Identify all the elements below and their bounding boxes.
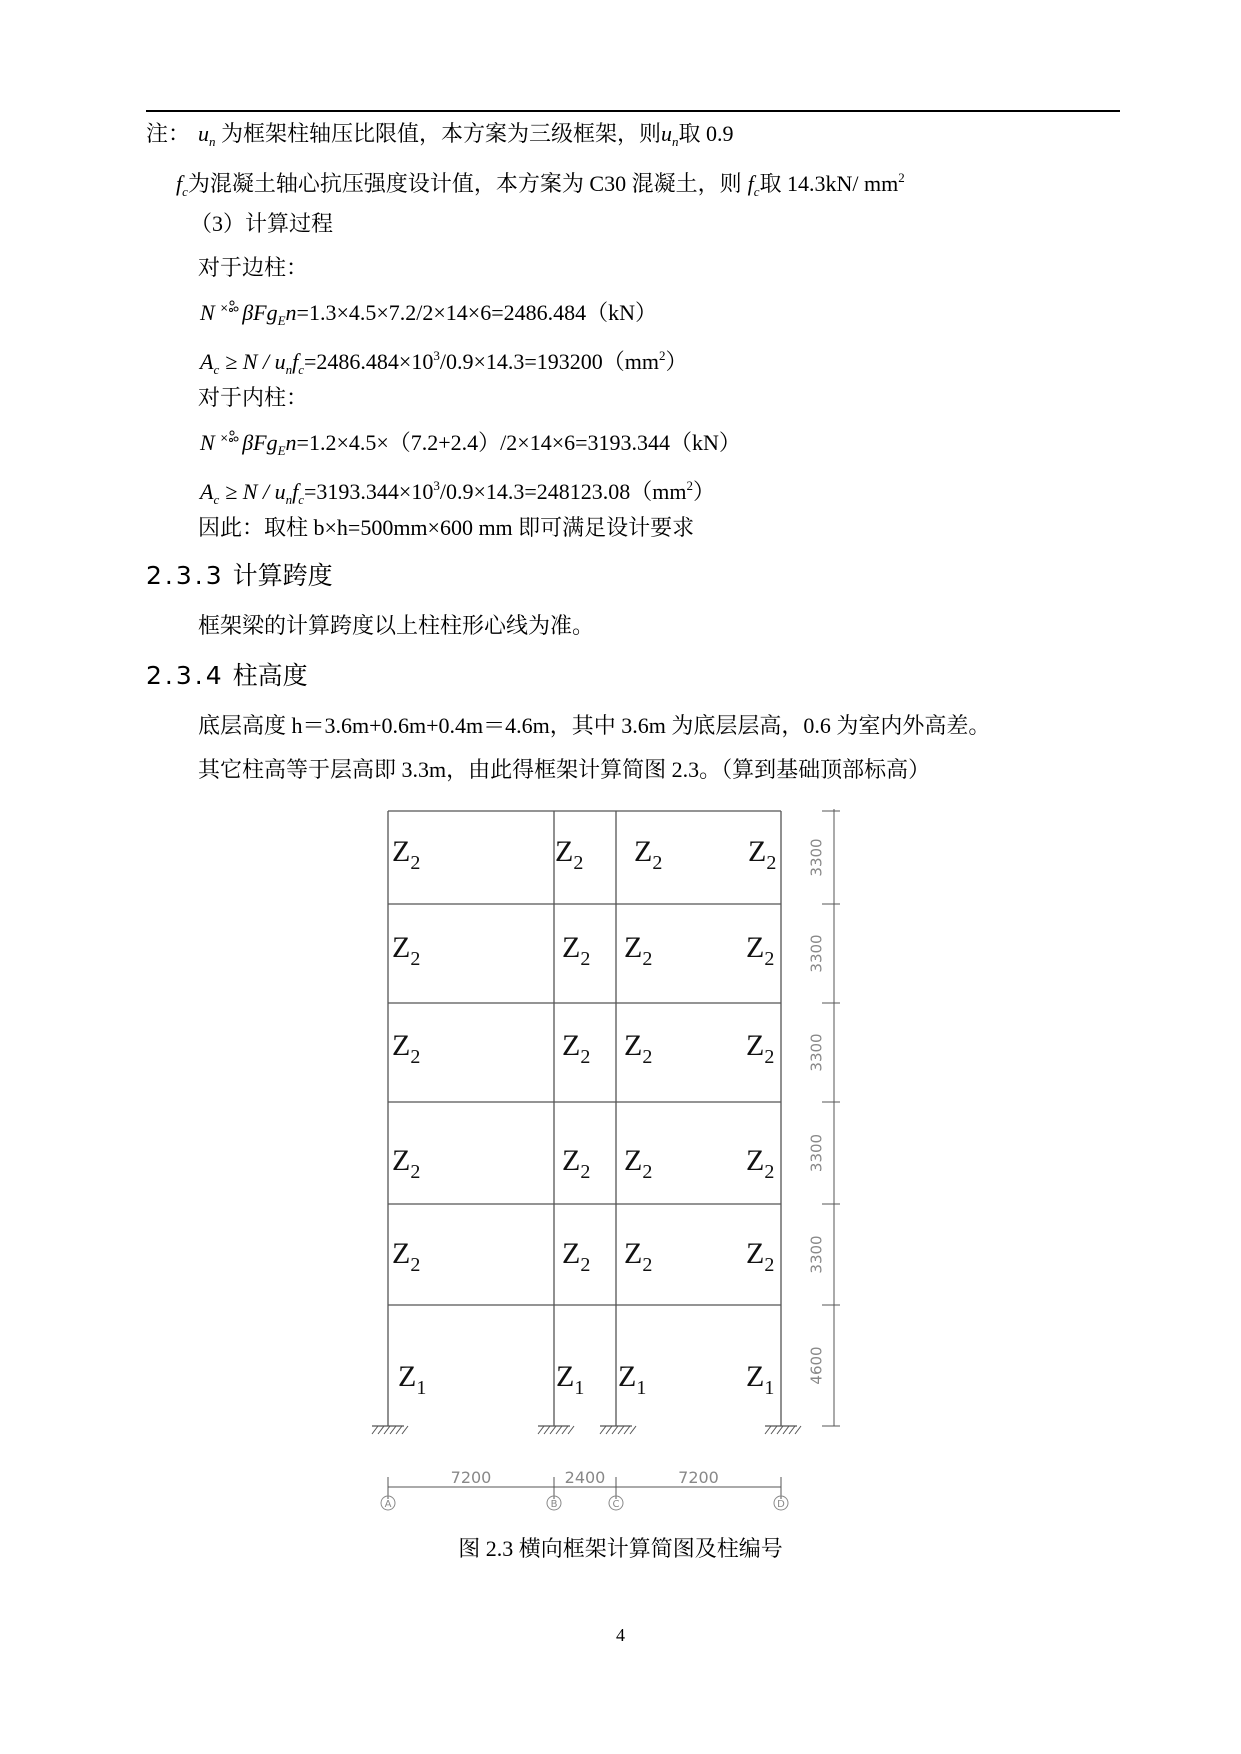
support-hatch bbox=[789, 1426, 795, 1434]
column-label-letter: Z bbox=[398, 1360, 417, 1393]
axis-label: C bbox=[612, 1499, 620, 1510]
inner-column-label: 对于内柱： bbox=[198, 385, 309, 410]
sup-2: 2 bbox=[686, 478, 693, 493]
column-label-sub: 2 bbox=[410, 1161, 421, 1183]
formula-value: =1.2×4.5×（7.2+2.4）/2×14×6=3193.344（kN） bbox=[296, 430, 741, 455]
section-number: 2.3.4 bbox=[146, 661, 225, 690]
column-label-upper bbox=[392, 835, 420, 874]
sup-2: 2 bbox=[659, 348, 666, 363]
column-label-sub: 2 bbox=[764, 1254, 775, 1276]
column-label-upper bbox=[746, 1029, 774, 1068]
sub-n: n bbox=[209, 134, 216, 149]
sup-2: 2 bbox=[898, 170, 905, 185]
section-title: 计算跨度 bbox=[232, 561, 333, 590]
column-label-sub: 2 bbox=[410, 1254, 421, 1276]
var-betaFg: βFg bbox=[242, 430, 278, 455]
support-hatch bbox=[618, 1426, 624, 1434]
column-label-letter: Z bbox=[634, 835, 653, 868]
support-hatch bbox=[538, 1426, 544, 1434]
formula-value: /0.9×14.3=193200（mm bbox=[439, 349, 659, 374]
column-label-sub: 2 bbox=[642, 1046, 653, 1068]
story-height-label: 3300 bbox=[807, 838, 826, 877]
note-prefix: 注： bbox=[146, 121, 191, 146]
sub-E: E bbox=[277, 313, 286, 328]
formula-mid: ≥ N / u bbox=[225, 479, 286, 504]
column-label-letter: Z bbox=[392, 835, 411, 868]
column-label-letter: Z bbox=[562, 931, 581, 964]
support-hatch bbox=[624, 1426, 630, 1434]
calc-heading: （3）计算过程 bbox=[190, 211, 334, 236]
column-label-sub: 1 bbox=[636, 1377, 647, 1399]
column-label-upper bbox=[634, 835, 662, 874]
story-height-label: 3300 bbox=[807, 1235, 826, 1274]
column-label-sub: 1 bbox=[416, 1377, 427, 1399]
column-label-letter: Z bbox=[746, 1360, 765, 1393]
support-hatch bbox=[544, 1426, 550, 1434]
column-label-letter: Z bbox=[555, 835, 574, 868]
column-label-letter: Z bbox=[624, 1029, 643, 1062]
story-height-label: 3300 bbox=[807, 934, 826, 973]
story-height-label: 3300 bbox=[807, 1133, 826, 1173]
column-label-upper bbox=[392, 931, 420, 970]
column-label-sub: 2 bbox=[642, 1161, 653, 1183]
var-A: A bbox=[200, 479, 214, 504]
column-label-upper bbox=[392, 1144, 420, 1183]
support-hatch bbox=[765, 1426, 771, 1434]
column-label-sub: 2 bbox=[580, 1254, 591, 1276]
axis-label: D bbox=[777, 1499, 785, 1510]
column-label-letter: Z bbox=[624, 931, 643, 964]
column-label-upper bbox=[624, 931, 652, 970]
column-label-letter: Z bbox=[556, 1360, 575, 1393]
column-label-letter: Z bbox=[562, 1144, 581, 1177]
formula-value: =2486.484×10 bbox=[304, 349, 434, 374]
formula-value: =1.3×4.5×7.2/2×14×6=2486.484（kN） bbox=[296, 300, 657, 325]
column-label-ground bbox=[746, 1360, 774, 1399]
sub-c: c bbox=[182, 184, 188, 199]
span-length-label: 7200 bbox=[678, 1468, 719, 1487]
column-label-letter: Z bbox=[562, 1237, 581, 1270]
support-hatch bbox=[402, 1426, 408, 1434]
svg-text:×: × bbox=[220, 303, 229, 314]
support-hatch bbox=[630, 1426, 636, 1434]
column-label-upper bbox=[624, 1029, 652, 1068]
support-hatch bbox=[562, 1426, 568, 1434]
support-hatch bbox=[783, 1426, 789, 1434]
column-label-sub: 2 bbox=[580, 1161, 591, 1183]
sub-n: n bbox=[672, 134, 679, 149]
svg-text:×: × bbox=[220, 433, 229, 444]
column-label-sub: 2 bbox=[410, 852, 421, 874]
support-hatch bbox=[384, 1426, 390, 1434]
column-label-sub: 1 bbox=[764, 1377, 775, 1399]
column-label-upper bbox=[746, 1237, 774, 1276]
column-label-letter: Z bbox=[748, 835, 767, 868]
note-text: 为混凝土轴心抗压强度设计值，本方案为 C30 混凝土，则 bbox=[187, 171, 742, 196]
column-label-upper bbox=[392, 1029, 420, 1068]
section-2-3-4-text-1: 底层高度 h＝3.6m+0.6m+0.4m＝4.6m，其中 3.6m 为底层层高，0.6 为室内外高差。 bbox=[198, 713, 991, 738]
column-label-upper bbox=[562, 1029, 590, 1068]
formula-value: =3193.344×10 bbox=[304, 479, 434, 504]
column-label-upper bbox=[746, 931, 774, 970]
axis-label: A bbox=[384, 1499, 392, 1510]
column-label-sub: 2 bbox=[580, 948, 591, 970]
column-label-sub: 2 bbox=[764, 948, 775, 970]
span-length-label: 2400 bbox=[564, 1468, 606, 1487]
section-number: 2.3.3 bbox=[146, 561, 225, 590]
note-text: 取 14.3kN/ mm bbox=[759, 171, 899, 196]
support-hatch bbox=[372, 1426, 378, 1434]
sub-c: c bbox=[298, 362, 305, 377]
span-length-label: 7200 bbox=[450, 1468, 492, 1487]
note-text: 为框架柱轴压比限值，本方案为三级框架，则 bbox=[215, 121, 662, 146]
sup-3: 3 bbox=[433, 348, 440, 363]
var-u: u bbox=[661, 121, 673, 146]
support-hatch bbox=[568, 1426, 574, 1434]
section-title: 柱高度 bbox=[232, 661, 308, 690]
story-height-label: 3300 bbox=[807, 1033, 826, 1072]
formula-value: /0.9×14.3=248123.08（mm bbox=[439, 479, 687, 504]
support-hatch bbox=[612, 1426, 618, 1434]
support-hatch bbox=[795, 1426, 801, 1434]
column-label-letter: Z bbox=[746, 1237, 765, 1270]
support-hatch bbox=[378, 1426, 384, 1434]
column-label-letter: Z bbox=[392, 1029, 411, 1062]
var-f: f bbox=[292, 479, 299, 504]
column-label-sub: 2 bbox=[652, 852, 663, 874]
sub-c: c bbox=[298, 492, 305, 507]
sub-c: c bbox=[213, 492, 220, 507]
edge-column-label: 对于边柱： bbox=[198, 255, 309, 280]
formula-value: ） bbox=[693, 479, 716, 504]
var-N: N bbox=[200, 430, 215, 455]
column-label-upper bbox=[748, 835, 776, 874]
var-n: n bbox=[285, 430, 297, 455]
column-label-sub: 1 bbox=[574, 1377, 585, 1399]
support-hatch bbox=[600, 1426, 606, 1434]
column-label-sub: 2 bbox=[764, 1161, 775, 1183]
sub-c: c bbox=[213, 362, 220, 377]
column-label-sub: 2 bbox=[766, 852, 777, 874]
column-label-sub: 2 bbox=[642, 948, 653, 970]
column-label-upper bbox=[624, 1237, 652, 1276]
column-label-upper bbox=[555, 835, 583, 874]
note-text: 取 0.9 bbox=[678, 121, 734, 146]
column-label-letter: Z bbox=[624, 1237, 643, 1270]
page-number: 4 bbox=[616, 1625, 625, 1645]
formula-value: ） bbox=[665, 349, 688, 374]
axis-label: B bbox=[550, 1499, 558, 1510]
column-label-sub: 2 bbox=[580, 1046, 591, 1068]
support-hatch bbox=[606, 1426, 612, 1434]
column-label-upper bbox=[746, 1144, 774, 1183]
column-label-letter: Z bbox=[392, 1144, 411, 1177]
support-hatch bbox=[550, 1426, 556, 1434]
support-hatch bbox=[556, 1426, 562, 1434]
column-label-letter: Z bbox=[746, 1029, 765, 1062]
conclusion: 因此：取柱 b×h=500mm×600 mm 即可满足设计要求 bbox=[198, 515, 695, 540]
column-label-sub: 2 bbox=[410, 1046, 421, 1068]
var-u: u bbox=[198, 121, 210, 146]
var-f: f bbox=[176, 171, 183, 196]
column-label-upper bbox=[562, 1144, 590, 1183]
sub-n: n bbox=[285, 362, 293, 377]
column-label-letter: Z bbox=[618, 1360, 637, 1393]
column-label-letter: Z bbox=[746, 931, 765, 964]
support-hatch bbox=[777, 1426, 783, 1434]
column-label-upper bbox=[624, 1144, 652, 1183]
column-label-ground bbox=[556, 1360, 584, 1399]
var-f: f bbox=[292, 349, 299, 374]
column-label-sub: 2 bbox=[573, 852, 584, 874]
column-label-sub: 2 bbox=[642, 1254, 653, 1276]
var-n: n bbox=[285, 300, 297, 325]
column-label-upper bbox=[392, 1237, 420, 1276]
figure-caption: 图 2.3 横向框架计算简图及柱编号 bbox=[458, 1536, 783, 1561]
column-label-letter: Z bbox=[562, 1029, 581, 1062]
formula-mid: ≥ N / u bbox=[225, 349, 286, 374]
var-N: N bbox=[200, 300, 215, 325]
var-A: A bbox=[200, 349, 214, 374]
support-hatch bbox=[771, 1426, 777, 1434]
column-label-letter: Z bbox=[392, 1237, 411, 1270]
column-label-ground bbox=[398, 1360, 426, 1399]
sub-c: c bbox=[753, 184, 760, 199]
sup-3: 3 bbox=[433, 478, 440, 493]
support-hatch bbox=[390, 1426, 396, 1434]
column-label-upper bbox=[562, 931, 590, 970]
section-2-3-4-text-2: 其它柱高等于层高即 3.3m，由此得框架计算简图 2.3。（算到基础顶部标高） bbox=[198, 757, 931, 782]
var-betaFg: βFg bbox=[242, 300, 278, 325]
var-f: f bbox=[747, 171, 754, 196]
section-2-3-3-text: 框架梁的计算跨度以上柱柱形心线为准。 bbox=[198, 613, 595, 638]
column-label-letter: Z bbox=[624, 1144, 643, 1177]
column-label-ground bbox=[618, 1360, 646, 1399]
column-label-sub: 2 bbox=[410, 948, 421, 970]
column-label-letter: Z bbox=[746, 1144, 765, 1177]
sub-E: E bbox=[277, 443, 286, 458]
column-label-upper bbox=[562, 1237, 590, 1276]
column-label-letter: Z bbox=[392, 931, 411, 964]
story-height-label: 4600 bbox=[807, 1346, 826, 1385]
support-hatch bbox=[396, 1426, 402, 1434]
sub-n: n bbox=[285, 492, 293, 507]
column-label-sub: 2 bbox=[764, 1046, 775, 1068]
